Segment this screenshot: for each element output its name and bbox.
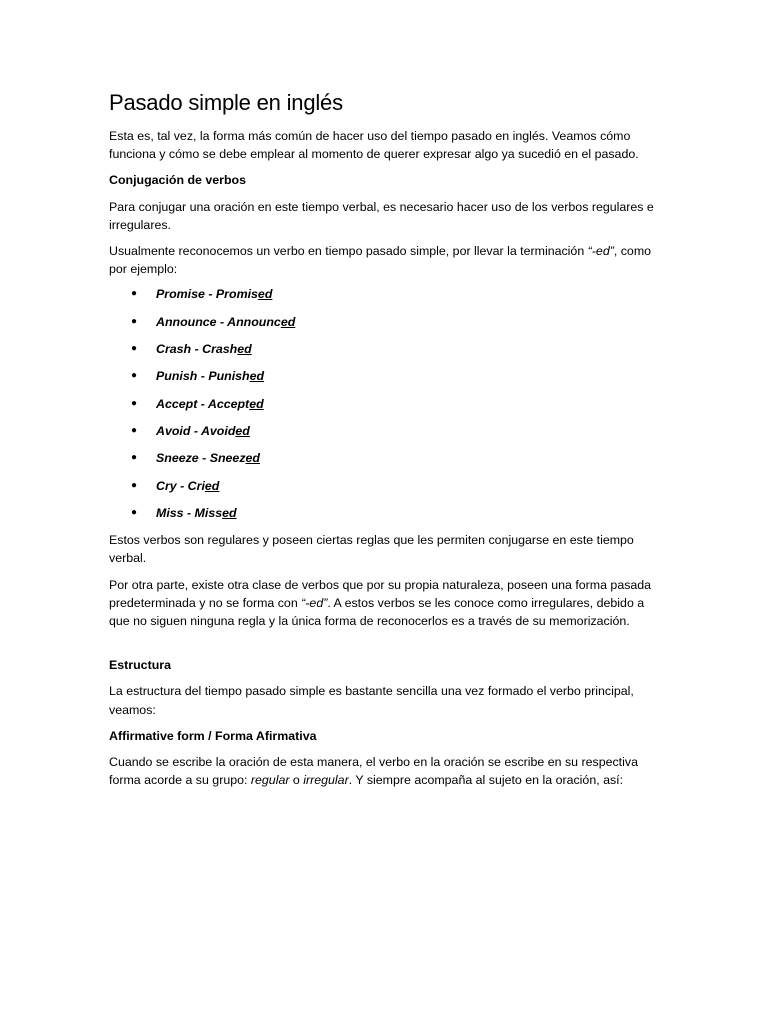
- verb-pair: Avoid - Avoid: [156, 423, 236, 438]
- bullet-icon: ●: [131, 424, 138, 436]
- bullet-icon: ●: [131, 479, 138, 491]
- verb-suffix: ed: [257, 287, 273, 302]
- intro-paragraph: Esta es, tal vez, la forma más común de hacer uso del tiempo pasado en inglés. Veamos cómo funciona y cómo se debe emplear al momento de querer expresar algo ya sucedió en el pasado.: [109, 129, 639, 162]
- ed-emphasis: “-ed”: [301, 595, 328, 610]
- verb-list-item: [109, 449, 657, 476]
- verb-suffix: ed: [222, 505, 237, 520]
- verb-suffix: ed: [280, 314, 296, 329]
- affirmative-paragraph: Cuando se escribe la oración de esta manera, el verbo en la oración se escribe en su respectiva forma acorde a su grupo: regular o irregular. Y siempre acompaña al sujeto en la oración, así:: [109, 754, 638, 788]
- section-heading-structure: Estructura: [109, 658, 171, 673]
- bullet-icon: ●: [131, 343, 138, 355]
- verb-pair: Crash - Crash: [156, 342, 238, 357]
- bullet-icon: ●: [131, 288, 138, 300]
- bullet-icon: ●: [131, 452, 138, 464]
- verb-pair: Punish - Punish: [156, 369, 250, 384]
- verb-list-item: [109, 395, 657, 422]
- verb-example-list: [109, 285, 657, 531]
- bullet-icon: ●: [131, 370, 138, 382]
- verb-suffix: ed: [249, 369, 265, 384]
- irregular-verbs-paragraph: Por otra parte, existe otra clase de verbos que por su propia naturaleza, poseen una forma pasada predeterminada y no se forma con “-ed”. A estos verbos se les conoce como irregulares, debido a que no siguen ninguna regla y la única forma de reconocerlos es a través de su memorización.: [109, 577, 652, 628]
- bullet-icon: ●: [131, 397, 138, 409]
- page-title: Pasado simple en inglés: [109, 90, 343, 115]
- subheading-affirmative-form: Affirmative form / Forma Afirmativa: [109, 728, 317, 743]
- bullet-icon: ●: [131, 315, 138, 327]
- verb-suffix: ed: [204, 478, 220, 493]
- verb-list-item: [109, 367, 657, 394]
- verb-pair: Sneeze - Sneez: [156, 451, 246, 466]
- conjugation-paragraph: Para conjugar una oración en este tiempo verbal, es necesario hacer uso de los verbos regulares e irregulares.: [109, 199, 654, 232]
- verb-suffix: ed: [245, 451, 260, 466]
- verb-suffix: ed: [249, 396, 264, 411]
- verb-list-item: [109, 422, 657, 449]
- verb-suffix: ed: [237, 342, 252, 357]
- verb-list-item: [109, 285, 657, 312]
- verb-pair: Accept - Accept: [156, 396, 250, 411]
- verb-suffix: ed: [235, 423, 250, 438]
- verb-list-item: [109, 504, 657, 531]
- bullet-icon: ●: [131, 506, 138, 518]
- verb-list-item: [109, 477, 657, 504]
- verb-pair: Announce - Announc: [156, 314, 281, 329]
- structure-paragraph: La estructura del tiempo pasado simple es bastante sencilla una vez formado el verbo principal, veamos:: [109, 684, 634, 717]
- section-heading-conjugation: Conjugación de verbos: [109, 173, 247, 188]
- document-body: [109, 88, 657, 789]
- ed-emphasis: “-ed”: [587, 244, 614, 259]
- verb-pair: Promise - Promis: [156, 287, 258, 302]
- verb-pair: Miss - Miss: [156, 505, 223, 520]
- regular-verbs-paragraph: Estos verbos son regulares y poseen ciertas reglas que les permiten conjugarse en este tiempo verbal.: [109, 533, 634, 566]
- ed-termination-paragraph: Usualmente reconocemos un verbo en tiempo pasado simple, por llevar la terminación “-ed”, como por ejemplo:: [109, 244, 652, 277]
- regular-emphasis: regular: [250, 773, 290, 788]
- verb-pair: Cry - Cri: [156, 478, 205, 493]
- verb-list-item: [109, 313, 657, 340]
- irregular-emphasis: irregular: [303, 773, 349, 788]
- verb-list-item: [109, 340, 657, 367]
